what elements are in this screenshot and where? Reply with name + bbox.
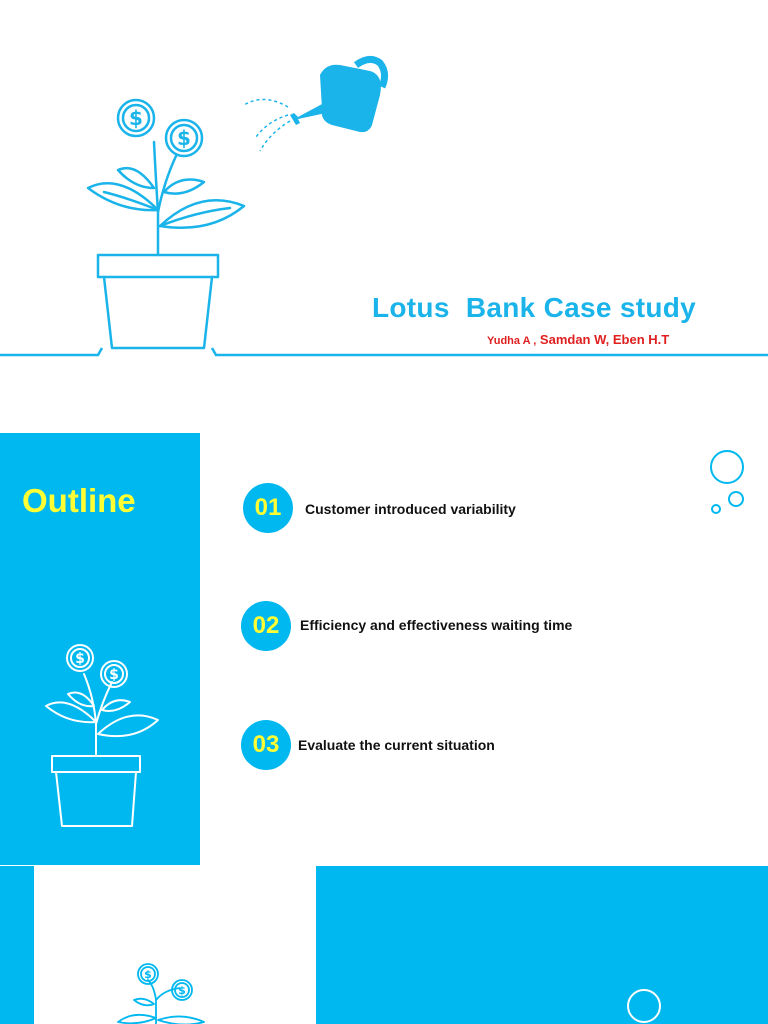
third-slide <box>0 866 768 1024</box>
author-first: Yudha A , <box>487 335 537 347</box>
outline-slide <box>0 433 768 865</box>
watering-can-icon <box>240 55 390 155</box>
authors-line <box>487 331 669 349</box>
bubbles-icon <box>705 449 765 519</box>
outline-number-02: 02 <box>241 601 291 651</box>
presentation-title: Lotus Bank Case study <box>372 292 697 323</box>
svg-text:$: $ <box>75 651 85 667</box>
money-plant-pot-icon <box>112 960 212 1024</box>
svg-text:$: $ <box>144 968 152 981</box>
title-slide <box>0 0 768 372</box>
right-accent-panel <box>316 866 768 1024</box>
outline-item-01: Customer introduced variability <box>305 501 516 517</box>
outline-title: Outline <box>22 482 136 519</box>
outline-number-01: 01 <box>243 483 293 533</box>
authors-rest: Samdan W, Eben H.T <box>536 332 670 347</box>
money-plant-pot-icon <box>40 638 170 828</box>
outline-item-03: Evaluate the current situation <box>298 737 495 753</box>
outline-item-02: Efficiency and effectiveness waiting time <box>300 617 573 633</box>
outline-side-panel <box>0 433 200 865</box>
svg-text:$: $ <box>178 984 186 997</box>
outline-number-03: 03 <box>241 720 291 770</box>
bubble-icon <box>626 986 666 1024</box>
svg-text:$: $ <box>129 106 143 130</box>
left-accent-bar <box>0 866 34 1024</box>
svg-text:$: $ <box>109 667 119 683</box>
svg-text:$: $ <box>177 126 191 150</box>
